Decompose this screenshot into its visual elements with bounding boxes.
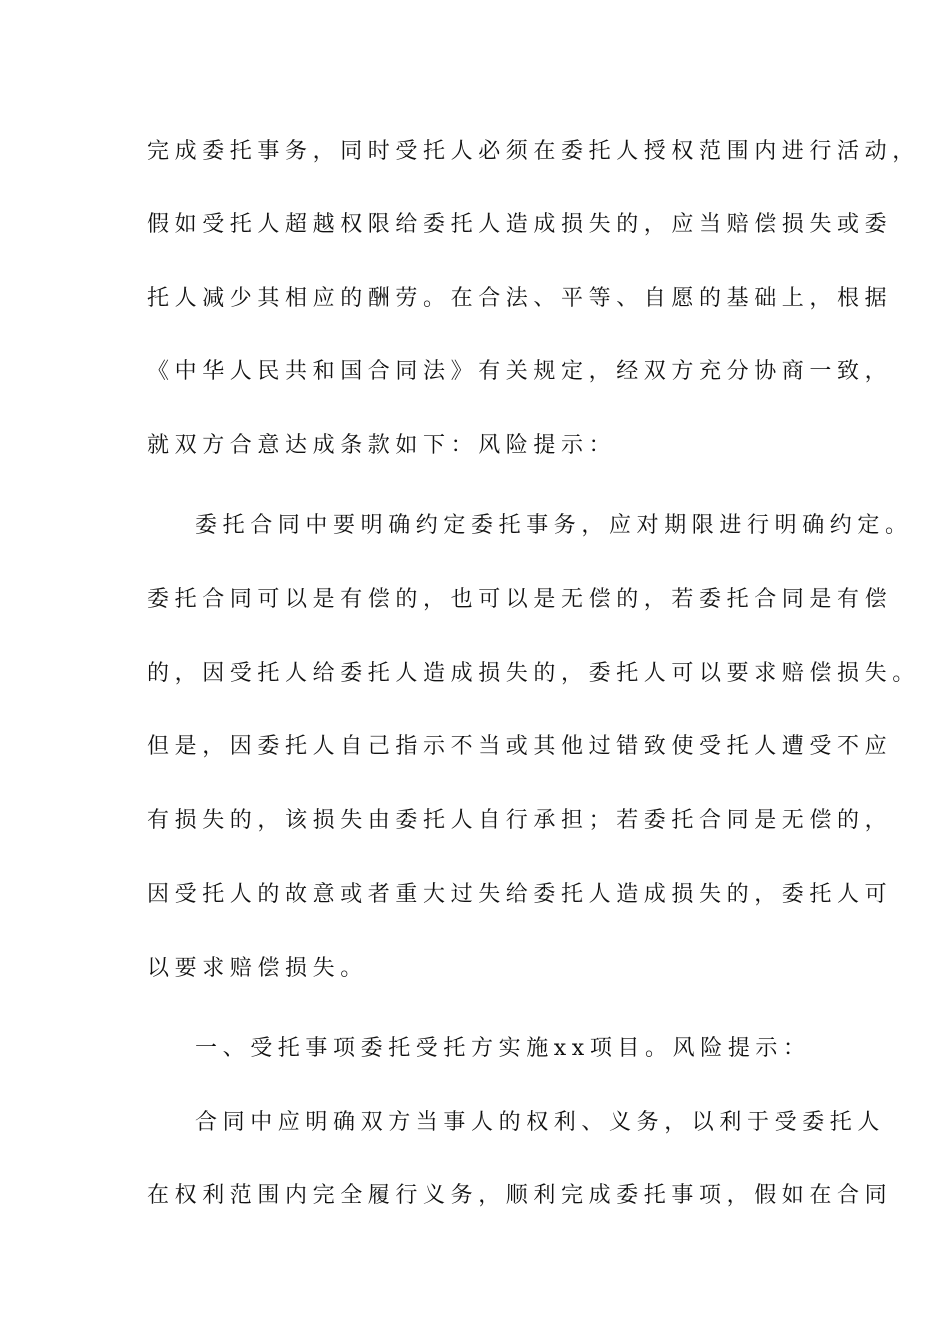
text-line: 但是，因委托人自己指示不当或其他过错致使受托人遭受不应 (147, 734, 893, 759)
text-line: 委托合同可以是有偿的，也可以是无偿的，若委托合同是有偿 (147, 587, 893, 612)
section-heading-line: 一、受托事项委托受托方实施xx项目。风险提示： (195, 1036, 811, 1061)
text-line: 完成委托事务，同时受托人必须在委托人授权范围内进行活动， (147, 139, 920, 164)
text-line: 的，因受托人给委托人造成损失的，委托人可以要求赔偿损失。 (147, 661, 920, 686)
text-line: 《中华人民共和国合同法》有关规定，经双方充分协商一致， (147, 359, 893, 384)
paragraph-start-line: 合同中应明确双方当事人的权利、义务，以利于受委托人 (195, 1110, 886, 1135)
text-line: 在权利范围内完全履行义务，顺利完成委托事项，假如在合同 (147, 1183, 893, 1208)
text-line: 假如受托人超越权限给委托人造成损失的，应当赔偿损失或委 (147, 212, 893, 237)
paragraph-start-line: 委托合同中要明确约定委托事务，应对期限进行明确约定。 (195, 513, 913, 538)
text-line: 有损失的，该损失由委托人自行承担；若委托合同是无偿的， (147, 808, 893, 833)
text-line: 就双方合意达成条款如下：风险提示： (147, 433, 617, 458)
text-line: 托人减少其相应的酬劳。在合法、平等、自愿的基础上，根据 (147, 286, 893, 311)
text-line: 因受托人的故意或者重大过失给委托人造成损失的，委托人可 (147, 882, 893, 907)
text-line: 以要求赔偿损失。 (147, 956, 368, 981)
